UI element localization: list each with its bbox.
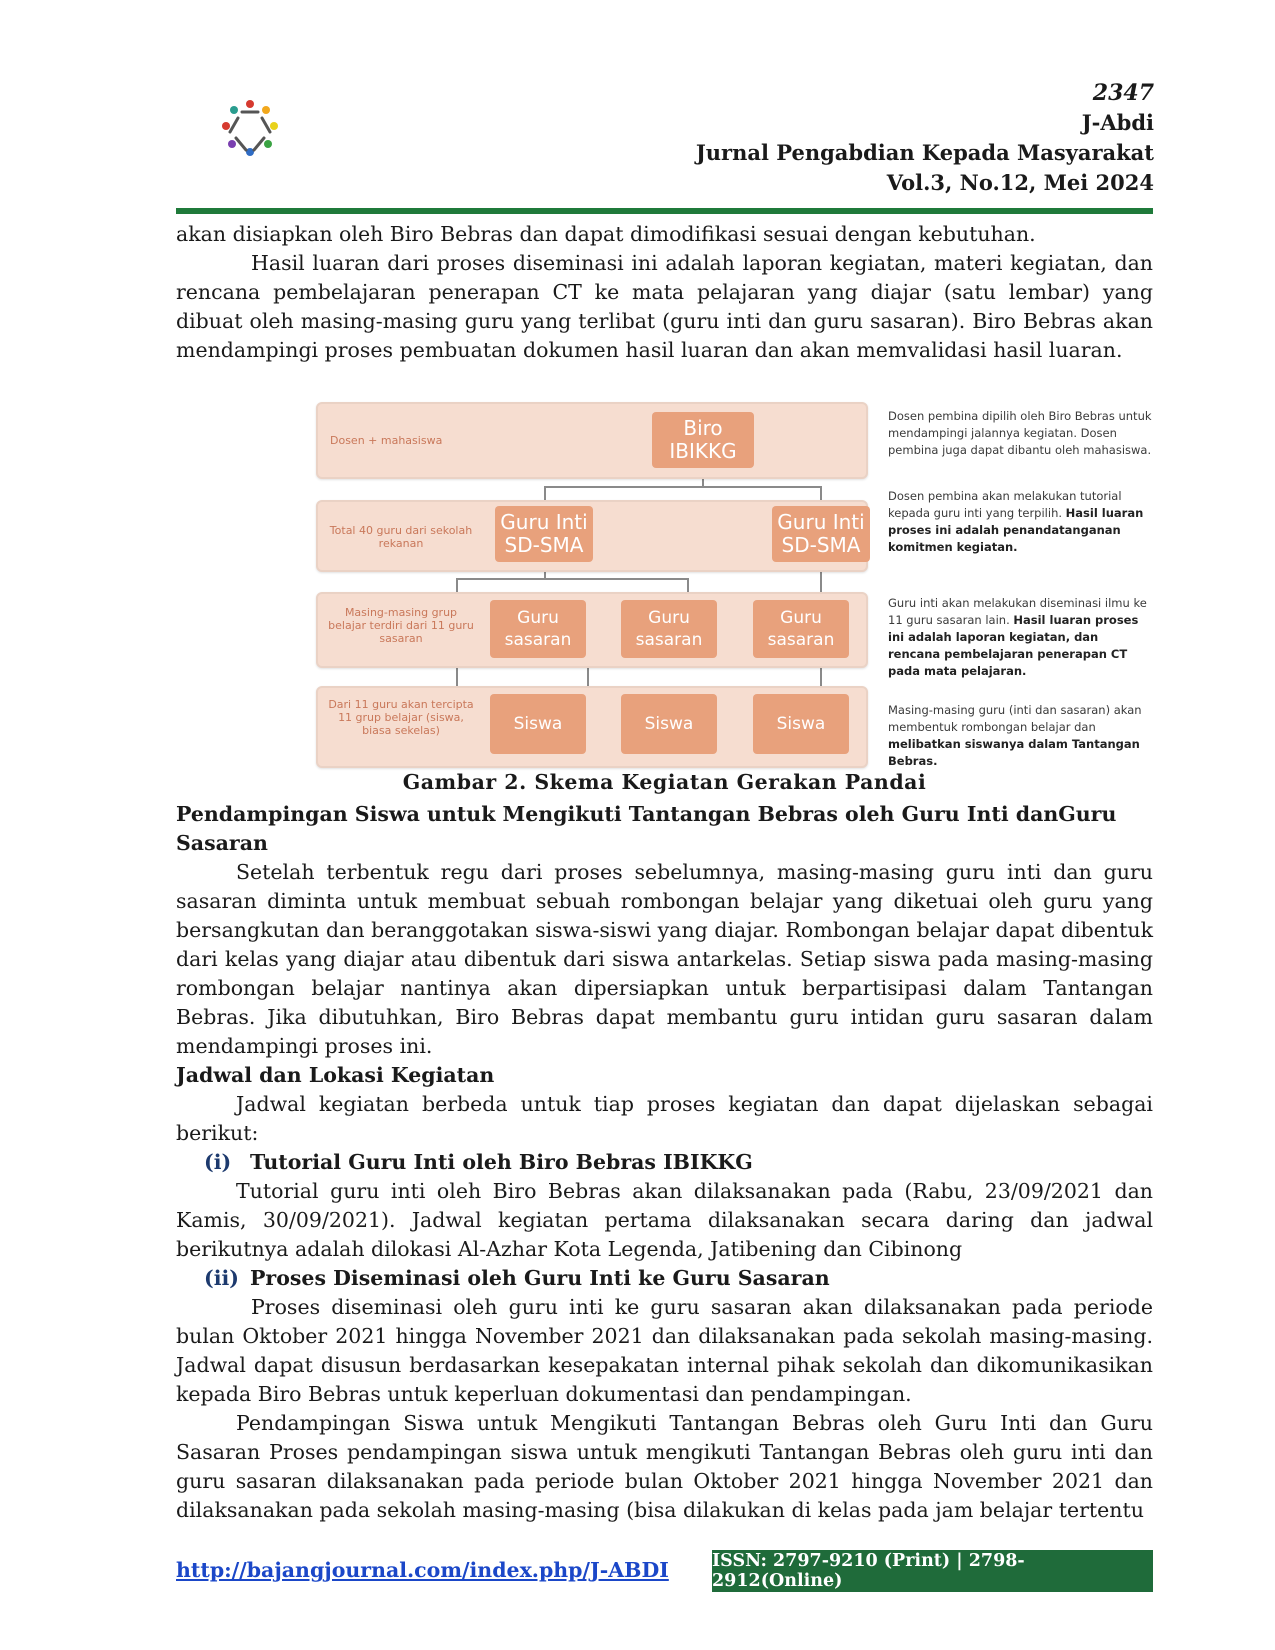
subheading	[176, 1148, 1153, 1177]
guru-sasaran-box	[753, 600, 849, 658]
connector-line	[456, 578, 458, 592]
band-label: Dari 11 guru akan tercipta 11 grup belajar (siswa, biasa sekelas)	[328, 698, 474, 737]
subheading-number: (i)	[204, 1150, 232, 1174]
paragraph: Pendampingan Siswa untuk Mengikuti Tantangan Bebras oleh Guru Inti dan Guru Sasaran Proses pendampingan siswa untuk mengikuti Tantangan Bebras oleh guru inti dan guru sasaran dilaksanakan pada periode bulan Oktober 2021 hingga November 2021 dan dilaksanakan pada sekolah masing-masing (bisa dilakukan di kelas pada jam belajar tertentu	[176, 1411, 1153, 1522]
box-label: Siswa	[644, 714, 694, 734]
connector-line	[544, 486, 546, 500]
box-label: Siswa	[513, 714, 563, 734]
note-text: Masing-masing guru (inti dan sasaran) akan membentuk rombongan belajar dan	[888, 703, 1142, 734]
box-label: Guru	[780, 608, 822, 628]
figure-note	[888, 488, 1153, 556]
box-label: Biro	[683, 416, 723, 440]
box-label: Guru	[648, 608, 690, 628]
box-label: SD-SMA	[781, 533, 861, 557]
note-bold-text: Hasil luaran proses ini adalah penandatanganan komitmen kegiatan.	[888, 506, 1144, 554]
subheading-title: Proses Diseminasi oleh Guru Inti ke Guru Sasaran	[250, 1266, 830, 1290]
guru-sasaran-box	[490, 600, 586, 658]
connector-line	[456, 578, 688, 580]
scheme-figure	[316, 402, 868, 772]
journal-header	[696, 78, 1154, 198]
issn-badge: ISSN: 2797-9210 (Print) | 2798-2912(Online)	[712, 1550, 1153, 1592]
subheading-title: Tutorial Guru Inti oleh Biro Bebras IBIKKG	[250, 1150, 753, 1174]
journal-short-name: J-Abdi	[1081, 110, 1154, 135]
band-label: Dosen + mahasiswa	[330, 434, 443, 447]
note-bold-text: melibatkan siswanya dalam Tantangan Bebras.	[888, 737, 1140, 768]
journal-logo-icon	[218, 98, 282, 158]
scheme-band	[316, 402, 868, 479]
box-label: Guru Inti	[500, 510, 588, 534]
siswa-box	[753, 694, 849, 754]
siswa-box	[621, 694, 717, 754]
guru-inti-box	[772, 506, 870, 562]
band-label: Total 40 guru dari sekolah rekanan	[329, 524, 473, 550]
box-label: SD-SMA	[504, 533, 584, 557]
box-label: sasaran	[635, 630, 703, 650]
page-number: 2347	[1092, 80, 1154, 106]
figure-caption: Gambar 2. Skema Kegiatan Gerakan Pandai	[402, 770, 927, 794]
journal-full-name: Jurnal Pengabdian Kepada Masyarakat	[695, 140, 1154, 165]
paragraph: Hasil luaran dari proses diseminasi ini adalah laporan kegiatan, materi kegiatan, dan rencana pembelajaran penerapan CT ke mata pelajaran yang diajar (satu lembar) yang dibuat oleh masing-masing guru yang terlibat (guru inti dan guru sasaran). Biro Bebras akan mendampingi proses pembuatan dokumen hasil luaran dan akan memvalidasi hasil luaran.	[176, 251, 1153, 362]
paragraph: Jadwal kegiatan berbeda untuk tiap proses kegiatan dan dapat dijelaskan sebagai berikut:	[176, 1092, 1153, 1145]
band-label: Masing-masing grup belajar terdiri dari 11 guru sasaran	[328, 606, 474, 645]
header-rule	[176, 208, 1153, 214]
note-text: Dosen pembina akan melakukan tutorial kepada guru inti yang terpilih.	[888, 489, 1122, 520]
figure-note: Dosen pembina dipilih oleh Biro Bebras untuk mendampingi jalannya kegiatan. Dosen pembina juga dapat dibantu oleh mahasiswa.	[888, 409, 1152, 457]
guru-inti-box	[495, 506, 593, 562]
section-heading: Pendampingan Siswa untuk Mengikuti Tantangan Bebras oleh Guru Inti danGuru Sasaran	[176, 802, 1117, 855]
siswa-box	[490, 694, 586, 754]
biro-ibikkg-box	[652, 412, 754, 468]
box-label: Guru Inti	[777, 510, 865, 534]
figure-note	[888, 702, 1153, 770]
guru-sasaran-box	[621, 600, 717, 658]
journal-url-link[interactable]: http://bajangjournal.com/index.php/J-ABDI	[176, 1558, 669, 1582]
paragraph: Tutorial guru inti oleh Biro Bebras akan dilaksanakan pada (Rabu, 23/09/2021 dan Kamis, 30/09/2021). Jadwal kegiatan pertama dilaksanakan secara daring dan jadwal berikutnya adalah dilokasi Al-Azhar Kota Legenda, Jatibening dan Cibinong	[176, 1179, 1153, 1261]
subheading-number: (ii)	[204, 1266, 239, 1290]
box-label: Siswa	[776, 714, 826, 734]
connector-line	[820, 486, 822, 500]
paragraph: akan disiapkan oleh Biro Bebras dan dapat dimodifikasi sesuai dengan kebutuhan.	[176, 222, 1036, 246]
top-text	[176, 220, 1153, 365]
section-heading: Jadwal dan Lokasi Kegiatan	[176, 1063, 495, 1087]
paragraph: Setelah terbentuk regu dari proses sebelumnya, masing-masing guru inti dan guru sasaran diminta untuk membuat sebuah rombongan belajar yang diketuai oleh guru yang bersangkutan dan beranggotakan siswa-siswi yang diajar. Rombongan belajar dapat dibentuk dari kelas yang diajar atau dibentuk dari siswa antarkelas. Setiap siswa pada masing-masing rombongan belajar nantinya akan dipersiapkan untuk berpartisipasi dalam Tantangan Bebras. Jika dibutuhkan, Biro Bebras dapat membantu guru intidan guru sasaran dalam mendampingi proses ini.	[176, 860, 1153, 1058]
subheading	[176, 1264, 1153, 1293]
connector-line	[544, 486, 822, 488]
paragraph: Proses diseminasi oleh guru inti ke guru sasaran akan dilaksanakan pada periode bulan Oktober 2021 hingga November 2021 dan dilaksanakan pada sekolah masing-masing. Jadwal dapat disusun berdasarkan kesepakatan internal pihak sekolah dan dikomunikasikan kepada Biro Bebras untuk keperluan dokumentasi dan pendampingan.	[176, 1295, 1153, 1406]
note-text: Guru inti akan melakukan diseminasi ilmu ke 11 guru sasaran lain.	[888, 596, 1147, 627]
figure-note	[888, 595, 1153, 680]
box-label: Guru	[517, 608, 559, 628]
box-label: sasaran	[767, 630, 835, 650]
main-text	[176, 800, 1153, 1525]
box-label: sasaran	[504, 630, 572, 650]
box-label: IBIKKG	[669, 439, 737, 463]
connector-line	[687, 578, 689, 592]
journal-volume: Vol.3, No.12, Mei 2024	[886, 170, 1154, 195]
note-bold-text: Hasil luaran proses ini adalah laporan kegiatan, dan rencana pembelajaran penerapan CT pada mata pelajaran.	[888, 613, 1139, 678]
